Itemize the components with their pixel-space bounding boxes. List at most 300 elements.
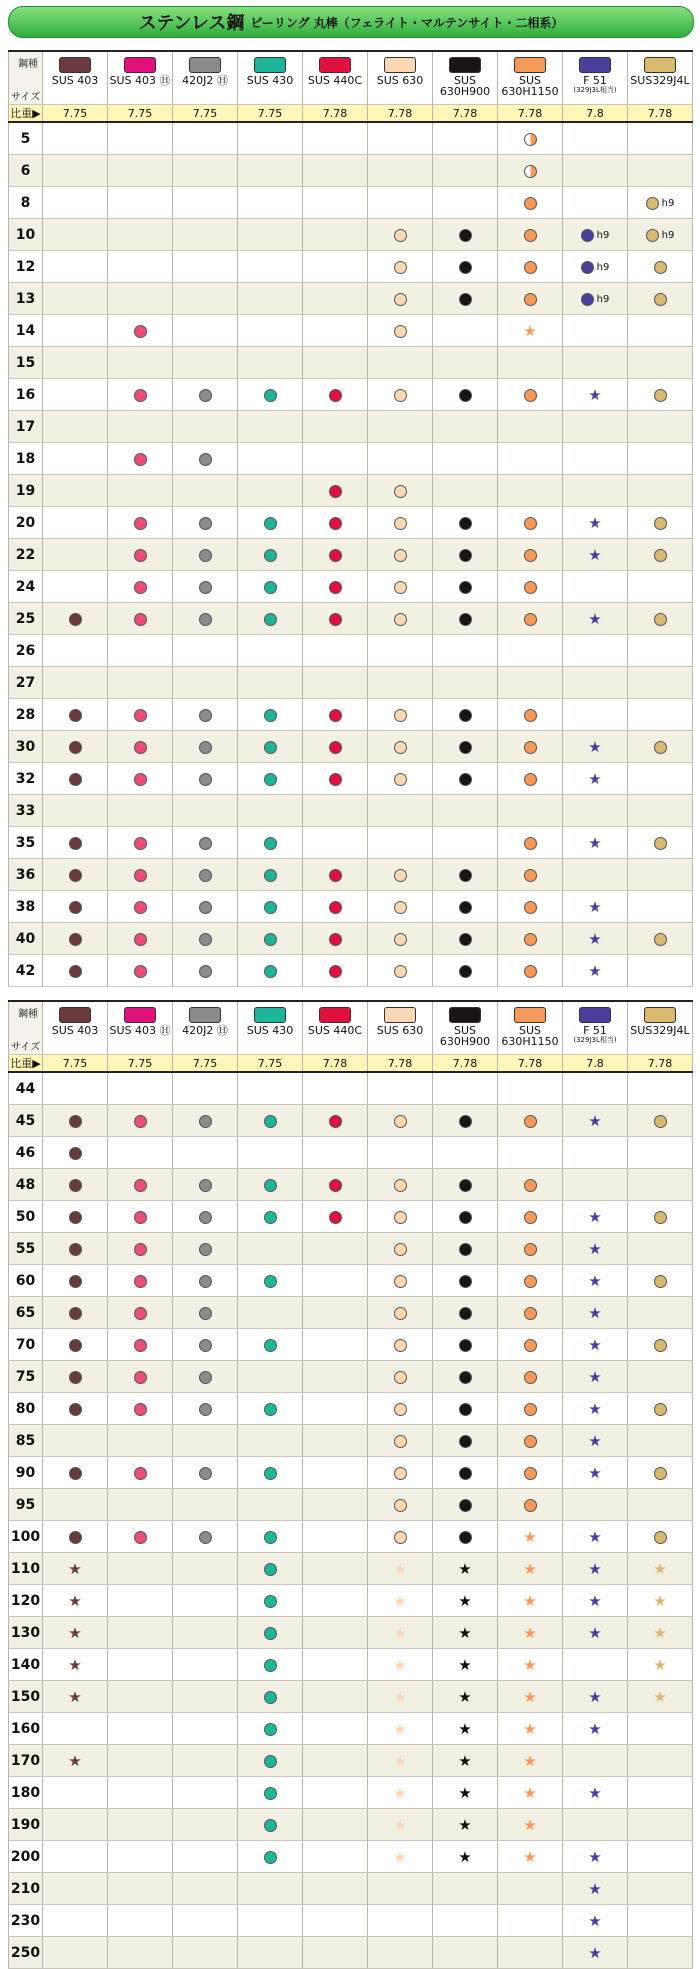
availability-cell bbox=[238, 763, 303, 795]
grade-name: SUS 630H1150 bbox=[501, 1024, 559, 1048]
availability-cell bbox=[563, 1745, 628, 1777]
availability-cell bbox=[43, 891, 108, 923]
availability-cell bbox=[238, 155, 303, 187]
availability-dot-icon bbox=[134, 741, 147, 754]
availability-cell bbox=[433, 187, 498, 219]
availability-cell bbox=[303, 1105, 368, 1137]
availability-cell bbox=[173, 1617, 238, 1649]
availability-cell bbox=[433, 1137, 498, 1169]
availability-dot-icon bbox=[394, 613, 407, 626]
availability-cell bbox=[43, 571, 108, 603]
availability-cell bbox=[108, 1873, 173, 1905]
availability-cell bbox=[368, 1201, 433, 1233]
availability-cell bbox=[628, 859, 693, 891]
availability-cell bbox=[43, 1297, 108, 1329]
density-label: 比重▶ bbox=[9, 105, 43, 123]
size-label: 35 bbox=[9, 827, 43, 859]
availability-cell bbox=[498, 507, 563, 539]
availability-star-icon: ★ bbox=[588, 386, 602, 404]
grade-header-cell bbox=[43, 51, 108, 105]
availability-cell bbox=[43, 923, 108, 955]
availability-dot-icon bbox=[134, 901, 147, 914]
availability-dot-icon bbox=[459, 1467, 472, 1480]
availability-cell bbox=[238, 1649, 303, 1681]
availability-dot-icon bbox=[264, 1179, 277, 1192]
grade-name: SUS 630 bbox=[376, 74, 424, 87]
availability-cell bbox=[108, 1489, 173, 1521]
availability-cell bbox=[563, 283, 628, 315]
availability-cell bbox=[238, 219, 303, 251]
size-row bbox=[9, 539, 693, 571]
availability-star-icon: ★ bbox=[523, 1528, 537, 1546]
availability-cell bbox=[173, 1873, 238, 1905]
availability-cell bbox=[108, 635, 173, 667]
availability-cell bbox=[173, 539, 238, 571]
availability-cell bbox=[238, 379, 303, 411]
availability-dot-icon bbox=[134, 1371, 147, 1384]
availability-dot-icon bbox=[264, 1403, 277, 1416]
availability-cell bbox=[238, 1681, 303, 1713]
grade-header-cell bbox=[43, 1001, 108, 1055]
size-row bbox=[9, 1649, 693, 1681]
availability-dot-icon bbox=[459, 389, 472, 402]
availability-dot-icon bbox=[524, 1211, 537, 1224]
availability-cell bbox=[433, 667, 498, 699]
availability-dot-icon bbox=[134, 709, 147, 722]
size-label: 130 bbox=[9, 1617, 43, 1649]
availability-cell bbox=[43, 1361, 108, 1393]
availability-star-icon: ★ bbox=[393, 1624, 407, 1642]
availability-cell bbox=[433, 539, 498, 571]
availability-cell bbox=[238, 539, 303, 571]
availability-cell bbox=[303, 1489, 368, 1521]
availability-cell bbox=[563, 763, 628, 795]
availability-dot-icon bbox=[394, 869, 407, 882]
availability-cell bbox=[173, 1201, 238, 1233]
size-row bbox=[9, 1585, 693, 1617]
availability-cell bbox=[108, 923, 173, 955]
availability-dot-icon bbox=[394, 549, 407, 562]
availability-cell bbox=[368, 1521, 433, 1553]
availability-dot-icon bbox=[394, 1275, 407, 1288]
density-value: 7.75 bbox=[108, 105, 173, 123]
availability-cell bbox=[498, 1521, 563, 1553]
availability-dot-icon bbox=[69, 1243, 82, 1256]
availability-cell bbox=[173, 1713, 238, 1745]
availability-dot-icon bbox=[394, 261, 407, 274]
availability-cell bbox=[238, 1425, 303, 1457]
availability-dot-icon bbox=[459, 1403, 472, 1416]
availability-cell bbox=[43, 443, 108, 475]
availability-cell bbox=[628, 827, 693, 859]
availability-cell bbox=[108, 667, 173, 699]
availability-dot-icon bbox=[654, 837, 667, 850]
size-row bbox=[9, 1137, 693, 1169]
availability-cell bbox=[498, 1297, 563, 1329]
availability-cell bbox=[173, 1841, 238, 1873]
availability-dot-icon bbox=[394, 1499, 407, 1512]
availability-cell bbox=[368, 1841, 433, 1873]
availability-cell bbox=[433, 443, 498, 475]
availability-star-icon: ★ bbox=[588, 930, 602, 948]
size-row bbox=[9, 283, 693, 315]
availability-cell bbox=[43, 1072, 108, 1105]
availability-star-icon: ★ bbox=[653, 1592, 667, 1610]
size-row bbox=[9, 635, 693, 667]
size-label: 230 bbox=[9, 1905, 43, 1937]
availability-cell bbox=[303, 859, 368, 891]
availability-cell bbox=[108, 603, 173, 635]
availability-cell bbox=[628, 891, 693, 923]
availability-cell bbox=[498, 1681, 563, 1713]
half-availability-dot-icon bbox=[524, 165, 537, 178]
availability-table-upper bbox=[8, 50, 693, 987]
availability-dot-icon bbox=[394, 1339, 407, 1352]
size-label: 22 bbox=[9, 539, 43, 571]
density-value: 7.75 bbox=[43, 105, 108, 123]
availability-cell bbox=[173, 155, 238, 187]
availability-cell bbox=[108, 1905, 173, 1937]
availability-cell bbox=[303, 1521, 368, 1553]
size-row bbox=[9, 347, 693, 379]
availability-star-icon: ★ bbox=[588, 546, 602, 564]
availability-cell bbox=[368, 891, 433, 923]
availability-cell bbox=[628, 1585, 693, 1617]
availability-cell bbox=[563, 667, 628, 699]
availability-cell bbox=[43, 1905, 108, 1937]
availability-cell bbox=[173, 187, 238, 219]
density-value: 7.8 bbox=[563, 1055, 628, 1073]
availability-cell bbox=[173, 763, 238, 795]
availability-cell bbox=[628, 1777, 693, 1809]
availability-cell bbox=[303, 763, 368, 795]
grade-name: SUS 630H900 bbox=[439, 74, 491, 98]
availability-dot-icon bbox=[264, 1851, 277, 1864]
size-label: 65 bbox=[9, 1297, 43, 1329]
size-row bbox=[9, 1873, 693, 1905]
availability-dot-icon bbox=[524, 1243, 537, 1256]
availability-cell bbox=[563, 571, 628, 603]
availability-cell bbox=[43, 1137, 108, 1169]
availability-star-icon: ★ bbox=[68, 1688, 82, 1706]
grade-color-swatch bbox=[319, 57, 351, 73]
availability-star-icon: ★ bbox=[68, 1592, 82, 1610]
availability-cell bbox=[43, 283, 108, 315]
availability-cell bbox=[433, 955, 498, 987]
availability-cell bbox=[43, 1489, 108, 1521]
availability-cell bbox=[108, 315, 173, 347]
availability-star-icon: ★ bbox=[393, 1720, 407, 1738]
availability-cell bbox=[303, 283, 368, 315]
availability-cell bbox=[498, 1841, 563, 1873]
availability-cell bbox=[563, 347, 628, 379]
availability-cell bbox=[498, 187, 563, 219]
availability-dot-icon bbox=[459, 965, 472, 978]
availability-dot-icon bbox=[134, 1275, 147, 1288]
availability-cell bbox=[173, 1905, 238, 1937]
availability-cell bbox=[173, 827, 238, 859]
availability-dot-icon bbox=[199, 517, 212, 530]
availability-dot-icon bbox=[654, 517, 667, 530]
availability-cell bbox=[433, 699, 498, 731]
availability-cell bbox=[43, 1873, 108, 1905]
availability-dot-icon bbox=[394, 1243, 407, 1256]
availability-dot-icon bbox=[394, 1307, 407, 1320]
grade-color-swatch bbox=[59, 57, 91, 73]
availability-cell bbox=[303, 1553, 368, 1585]
availability-dot-icon bbox=[69, 1115, 82, 1128]
availability-cell bbox=[108, 1169, 173, 1201]
availability-cell bbox=[498, 603, 563, 635]
availability-dot-icon bbox=[524, 741, 537, 754]
availability-dot-icon bbox=[199, 1179, 212, 1192]
size-row bbox=[9, 1745, 693, 1777]
availability-cell bbox=[173, 1105, 238, 1137]
availability-cell bbox=[108, 155, 173, 187]
availability-star-icon: ★ bbox=[393, 1784, 407, 1802]
availability-star-icon: ★ bbox=[588, 1368, 602, 1386]
availability-star-icon: ★ bbox=[588, 1944, 602, 1962]
density-value: 7.78 bbox=[628, 1055, 693, 1073]
availability-cell bbox=[43, 379, 108, 411]
availability-cell bbox=[238, 1617, 303, 1649]
size-label: 30 bbox=[9, 731, 43, 763]
tolerance-note: h9 bbox=[661, 198, 675, 209]
availability-cell bbox=[303, 1425, 368, 1457]
availability-cell bbox=[173, 1489, 238, 1521]
availability-cell bbox=[238, 411, 303, 443]
availability-cell bbox=[303, 1713, 368, 1745]
availability-dot-icon bbox=[264, 1691, 277, 1704]
availability-cell bbox=[173, 1777, 238, 1809]
availability-cell bbox=[238, 859, 303, 891]
availability-cell bbox=[433, 1072, 498, 1105]
availability-dot-icon bbox=[524, 869, 537, 882]
density-value: 7.78 bbox=[368, 105, 433, 123]
availability-dot-icon bbox=[264, 389, 277, 402]
grade-header-cell bbox=[108, 1001, 173, 1055]
availability-cell bbox=[303, 1809, 368, 1841]
availability-cell bbox=[563, 1393, 628, 1425]
availability-cell bbox=[628, 1297, 693, 1329]
availability-cell bbox=[563, 1425, 628, 1457]
availability-star-icon: ★ bbox=[588, 1592, 602, 1610]
availability-dot-icon bbox=[646, 229, 659, 242]
size-row bbox=[9, 827, 693, 859]
availability-cell bbox=[303, 603, 368, 635]
availability-cell bbox=[628, 763, 693, 795]
availability-dot-icon bbox=[394, 1115, 407, 1128]
size-row bbox=[9, 1457, 693, 1489]
grade-name: SUS 403 Ⓗ bbox=[109, 74, 171, 87]
availability-dot-icon bbox=[69, 741, 82, 754]
availability-star-icon: ★ bbox=[68, 1624, 82, 1642]
size-label: 8 bbox=[9, 187, 43, 219]
availability-cell bbox=[433, 1233, 498, 1265]
availability-cell bbox=[43, 603, 108, 635]
availability-cell bbox=[108, 1137, 173, 1169]
availability-cell bbox=[303, 122, 368, 155]
availability-cell bbox=[173, 1072, 238, 1105]
availability-cell bbox=[628, 1841, 693, 1873]
availability-cell bbox=[238, 347, 303, 379]
availability-cell bbox=[303, 795, 368, 827]
grade-color-swatch bbox=[254, 1007, 286, 1023]
availability-dot-icon bbox=[459, 1307, 472, 1320]
availability-cell bbox=[173, 1265, 238, 1297]
availability-cell bbox=[563, 1329, 628, 1361]
availability-cell bbox=[108, 571, 173, 603]
availability-cell bbox=[108, 347, 173, 379]
availability-cell bbox=[43, 667, 108, 699]
availability-cell bbox=[43, 1425, 108, 1457]
availability-cell bbox=[238, 1072, 303, 1105]
density-value: 7.75 bbox=[238, 1055, 303, 1073]
availability-dot-icon bbox=[264, 1467, 277, 1480]
size-row bbox=[9, 667, 693, 699]
availability-cell bbox=[173, 1393, 238, 1425]
availability-cell bbox=[498, 1329, 563, 1361]
availability-dot-icon bbox=[581, 261, 594, 274]
availability-dot-icon bbox=[199, 1403, 212, 1416]
size-label: 60 bbox=[9, 1265, 43, 1297]
availability-dot-icon bbox=[524, 549, 537, 562]
availability-cell bbox=[173, 1457, 238, 1489]
availability-star-icon: ★ bbox=[588, 1304, 602, 1322]
availability-cell bbox=[238, 603, 303, 635]
availability-cell bbox=[238, 122, 303, 155]
size-label: 55 bbox=[9, 1233, 43, 1265]
availability-cell bbox=[108, 795, 173, 827]
availability-cell bbox=[303, 1617, 368, 1649]
availability-cell bbox=[498, 251, 563, 283]
size-row bbox=[9, 1713, 693, 1745]
availability-dot-icon bbox=[524, 773, 537, 786]
grade-name: SUS 430 bbox=[246, 74, 294, 87]
availability-cell bbox=[433, 571, 498, 603]
availability-cell bbox=[563, 923, 628, 955]
availability-cell bbox=[303, 955, 368, 987]
availability-cell bbox=[563, 827, 628, 859]
availability-cell bbox=[433, 1521, 498, 1553]
availability-dot-icon bbox=[524, 197, 537, 210]
size-row bbox=[9, 731, 693, 763]
availability-dot-icon bbox=[69, 933, 82, 946]
availability-cell bbox=[368, 1393, 433, 1425]
availability-dot-icon bbox=[394, 581, 407, 594]
availability-star-icon: ★ bbox=[588, 1688, 602, 1706]
availability-cell bbox=[628, 122, 693, 155]
availability-cell bbox=[43, 635, 108, 667]
availability-cell bbox=[498, 1393, 563, 1425]
availability-dot-icon bbox=[459, 1115, 472, 1128]
size-axis-label: サイズ bbox=[11, 1042, 41, 1053]
availability-cell bbox=[563, 1105, 628, 1137]
availability-cell bbox=[368, 1489, 433, 1521]
availability-cell bbox=[368, 1617, 433, 1649]
grade-name: SUS329J4L bbox=[630, 74, 690, 87]
availability-cell bbox=[303, 1361, 368, 1393]
availability-cell bbox=[43, 1265, 108, 1297]
availability-dot-icon bbox=[524, 1499, 537, 1512]
availability-cell bbox=[173, 122, 238, 155]
availability-dot-icon bbox=[134, 613, 147, 626]
availability-dot-icon bbox=[459, 869, 472, 882]
availability-cell bbox=[238, 315, 303, 347]
availability-dot-icon bbox=[329, 773, 342, 786]
availability-cell bbox=[563, 539, 628, 571]
size-label: 26 bbox=[9, 635, 43, 667]
availability-cell bbox=[563, 1265, 628, 1297]
availability-cell bbox=[628, 187, 693, 219]
availability-cell bbox=[628, 1361, 693, 1393]
availability-cell bbox=[108, 283, 173, 315]
availability-dot-icon bbox=[134, 1307, 147, 1320]
availability-dot-icon bbox=[394, 1179, 407, 1192]
availability-cell bbox=[108, 955, 173, 987]
availability-star-icon: ★ bbox=[588, 1432, 602, 1450]
availability-cell bbox=[43, 187, 108, 219]
availability-star-icon: ★ bbox=[588, 1112, 602, 1130]
availability-star-icon: ★ bbox=[588, 1400, 602, 1418]
availability-cell bbox=[433, 1105, 498, 1137]
availability-cell bbox=[628, 1233, 693, 1265]
availability-cell bbox=[498, 411, 563, 443]
size-row bbox=[9, 1201, 693, 1233]
availability-cell bbox=[43, 1169, 108, 1201]
availability-cell bbox=[108, 1521, 173, 1553]
availability-cell bbox=[173, 1649, 238, 1681]
availability-cell bbox=[173, 1521, 238, 1553]
availability-dot-icon bbox=[394, 389, 407, 402]
availability-cell bbox=[238, 187, 303, 219]
availability-cell bbox=[433, 635, 498, 667]
availability-dot-icon bbox=[654, 1275, 667, 1288]
size-label: 90 bbox=[9, 1457, 43, 1489]
availability-dot-icon bbox=[654, 933, 667, 946]
availability-dot-icon bbox=[329, 517, 342, 530]
availability-dot-icon bbox=[199, 837, 212, 850]
availability-star-icon: ★ bbox=[458, 1848, 472, 1866]
availability-dot-icon bbox=[329, 1115, 342, 1128]
size-label: 150 bbox=[9, 1681, 43, 1713]
availability-cell bbox=[368, 1905, 433, 1937]
availability-cell bbox=[628, 443, 693, 475]
availability-cell bbox=[628, 1265, 693, 1297]
size-row bbox=[9, 187, 693, 219]
availability-cell bbox=[628, 219, 693, 251]
availability-cell bbox=[43, 507, 108, 539]
availability-cell bbox=[173, 219, 238, 251]
availability-cell bbox=[563, 1072, 628, 1105]
availability-cell bbox=[43, 539, 108, 571]
availability-dot-icon bbox=[199, 549, 212, 562]
availability-cell bbox=[563, 219, 628, 251]
availability-cell bbox=[498, 1809, 563, 1841]
availability-cell bbox=[108, 1617, 173, 1649]
availability-dot-icon bbox=[654, 549, 667, 562]
availability-dot-icon bbox=[134, 517, 147, 530]
availability-cell bbox=[368, 539, 433, 571]
availability-cell bbox=[368, 283, 433, 315]
availability-dot-icon bbox=[329, 581, 342, 594]
size-label: 170 bbox=[9, 1745, 43, 1777]
availability-cell bbox=[368, 1297, 433, 1329]
availability-cell bbox=[433, 1329, 498, 1361]
availability-dot-icon bbox=[459, 1211, 472, 1224]
availability-cell bbox=[303, 1233, 368, 1265]
availability-cell bbox=[433, 1201, 498, 1233]
